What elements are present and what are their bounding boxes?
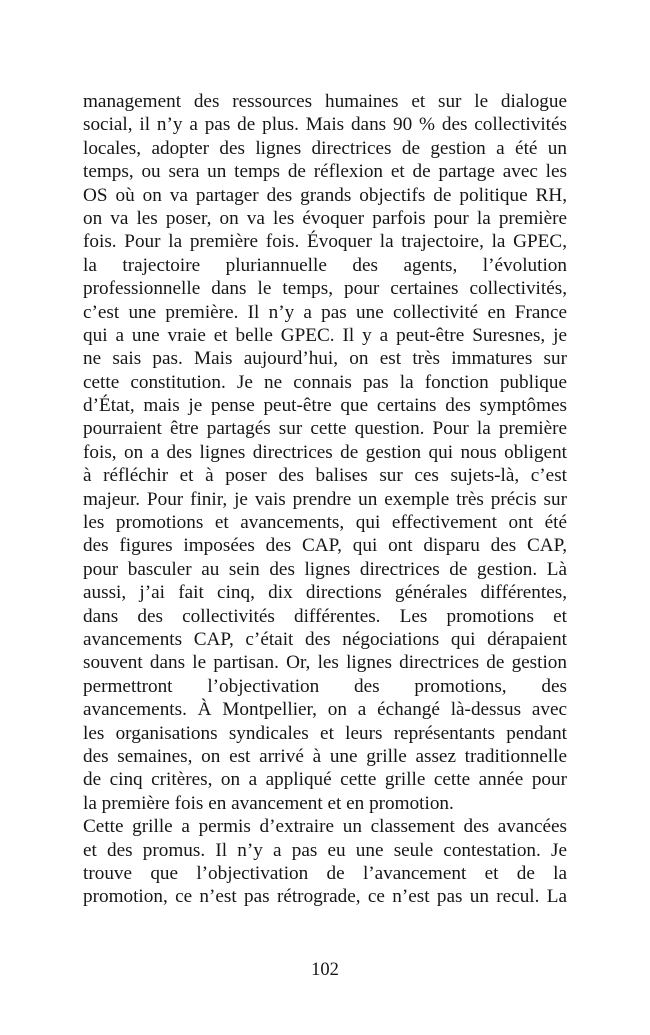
text-line: pour basculer au sein des lignes directrices de gestion. Là [83,558,567,580]
text-line: Cette grille a permis d’extraire un classement des avancées [83,816,567,838]
text-line: les promotions et avancements, qui effectivement ont été [83,512,567,534]
paragraph-1 [83,90,567,815]
text-line: avancements CAP, c’était des négociations qui dérapaient [83,628,567,650]
page-number: 102 [311,960,339,980]
text-line: cette constitution. Je ne connais pas la fonction publique [83,371,567,393]
text-line: dans des collectivités différentes. Les promotions et [83,605,567,627]
text-line: fois. Pour la première fois. Évoquer la trajectoire, la GPEC, [83,231,567,253]
text-line: aussi, j’ai fait cinq, dix directions générales différentes, [83,582,567,604]
text-line: professionnelle dans le temps, pour certaines collectivités, [83,278,567,300]
text-line: OS où on va partager des grands objectifs de politique RH, [83,184,567,206]
text-line: qui a une vraie et belle GPEC. Il y a peut-être Suresnes, je [83,324,567,346]
text-line: management des ressources humaines et sur le dialogue [83,91,567,112]
text-line: social, il n’y a pas de plus. Mais dans 90 % des collectivités [83,114,567,136]
text-line: promotion, ce n’est pas rétrograde, ce n’est pas un recul. La [83,886,567,908]
text-line: d’État, mais je pense peut-être que certains des symptômes [83,395,567,417]
text-line: fois, on a des lignes directrices de gestion qui nous obligent [83,441,567,463]
text-line: permettront l’objectivation des promotions, des [83,675,567,697]
text-line: majeur. Pour finir, je vais prendre un exemple très précis sur [83,488,567,510]
text-line: temps, ou sera un temps de réflexion et de partage avec les [83,161,567,183]
text-line: des figures imposées des CAP, qui ont disparu des CAP, [83,535,567,557]
text-line: on va les poser, on va les évoquer parfois pour la première [83,207,567,229]
text-line: la trajectoire pluriannuelle des agents, l’évolution [83,254,567,276]
text-line: c’est une première. Il n’y a pas une collectivité en France [83,301,567,323]
text-line: pourraient être partagés sur cette question. Pour la première [83,418,567,440]
text-line: locales, adopter des lignes directrices de gestion a été un [83,137,567,159]
text-line: des semaines, on est arrivé à une grille assez traditionnelle [83,745,567,767]
text-line: ne sais pas. Mais aujourd’hui, on est très immatures sur [83,348,567,370]
text-line: la première fois en avancement et en promotion. [83,792,454,814]
text-line: et des promus. Il n’y a pas eu une seule contestation. Je [83,839,567,861]
text-line: à réfléchir et à poser des balises sur ces sujets-là, c’est [83,465,567,487]
text-line: trouve que l’objectivation de l’avancement et de la [83,862,567,884]
text-line: avancements. À Montpellier, on a échangé là-dessus avec [83,699,567,721]
text-line: de cinq critères, on a appliqué cette grille cette année pour [83,769,567,791]
text-line: souvent dans le partisan. Or, les lignes directrices de gestion [83,652,567,674]
paragraph-2 [83,815,567,909]
body-text [83,90,567,909]
text-line: les organisations syndicales et leurs représentants pendant [83,722,567,744]
